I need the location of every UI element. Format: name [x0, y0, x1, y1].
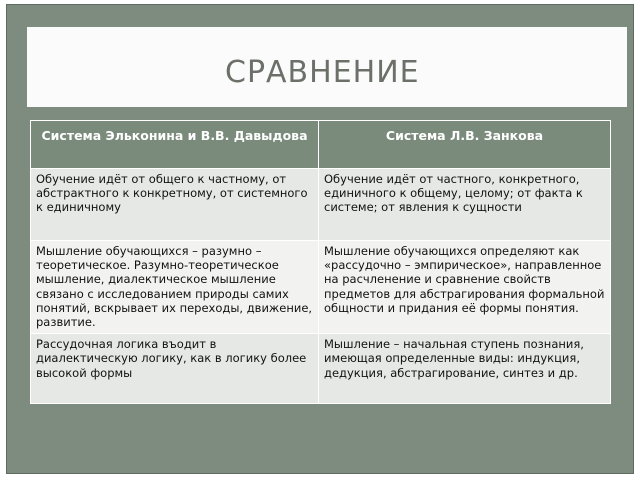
- table-cell: Мышление обучающихся – разумно – теоретическое. Разумно-теоретическое мышление, диалектическое мышление связано с исследованием природы самих понятий, вскрывает их переходы, движение, развитие.: [31, 241, 319, 334]
- table-cell: Мышление обучающихся определяют как «рассудочно – эмпирическое», направленное на расчленение и сравнение свойств предметов для абстрагирования формальной общности и придания её формы понятия.: [319, 241, 611, 334]
- header-elkonin-davydov: Система Эльконина и В.В. Давыдова: [31, 121, 319, 169]
- table-cell: Рассудочная логика въодит в диалектическую логику, как в логику более высокой формы: [31, 334, 319, 404]
- table-header-row: [31, 121, 611, 169]
- table-cell: Обучение идёт от частного, конкретного, единичного к общему, целому; от факта к системе; от явления к сущности: [319, 169, 611, 241]
- title-box: [27, 27, 627, 107]
- table-cell: Мышление – начальная ступень познания, имеющая определенные виды: индукция, дедукция, абстрагирование, синтез и др.: [319, 334, 611, 404]
- table-row: [31, 241, 611, 334]
- header-zankov: Система Л.В. Занкова: [319, 121, 611, 169]
- slide-title: СРАВНЕНИЕ: [225, 55, 420, 90]
- comparison-table: [30, 120, 611, 404]
- table-cell: Обучение идёт от общего к частному, от абстрактного к конкретному, от системного к единичному: [31, 169, 319, 241]
- table-row: [31, 169, 611, 241]
- table-row: [31, 334, 611, 404]
